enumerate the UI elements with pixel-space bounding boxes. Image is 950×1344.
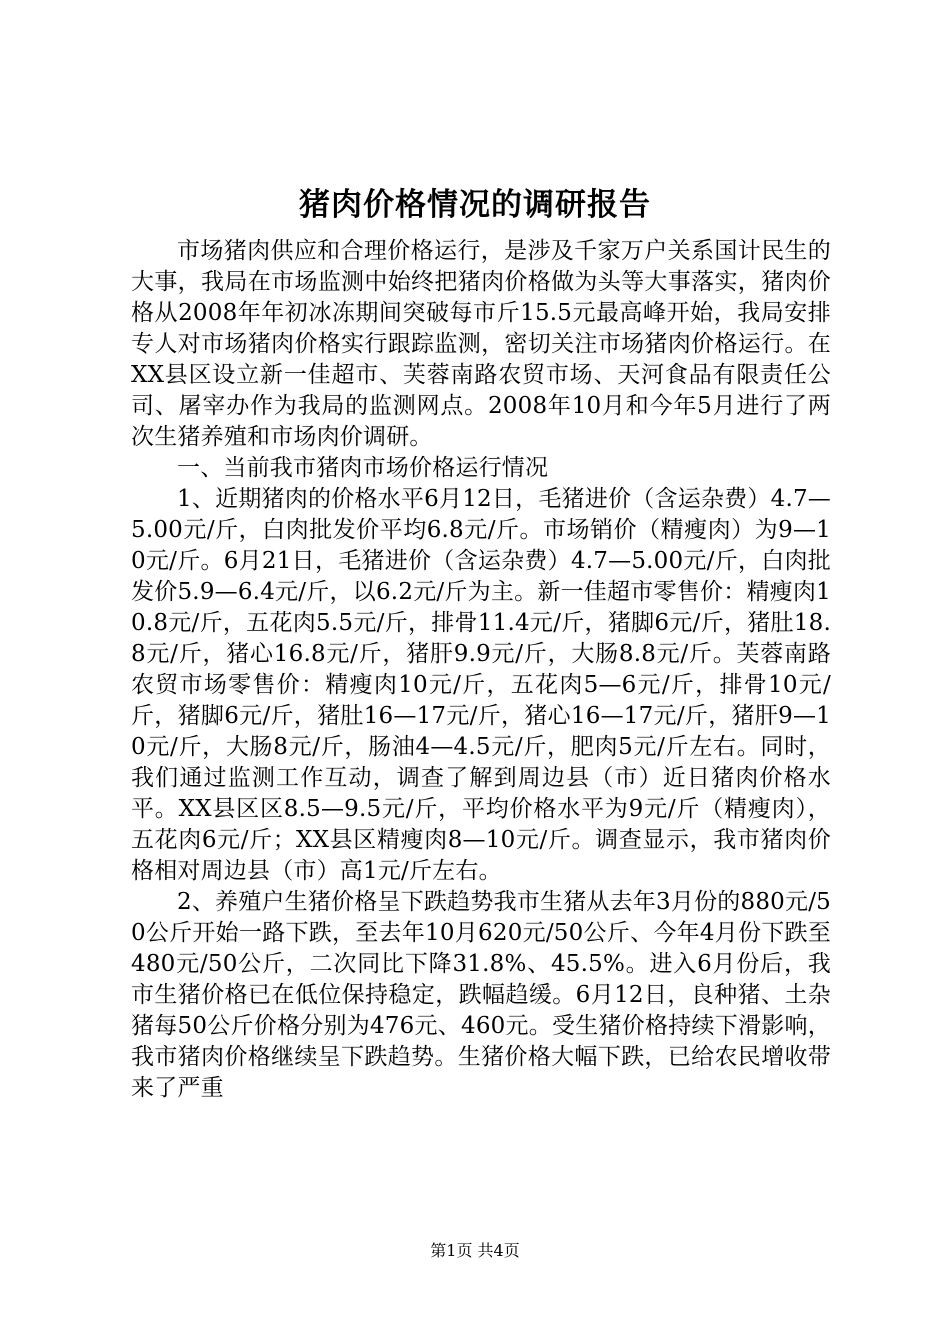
paragraph-hog-price: 2、养殖户生猪价格呈下跌趋势我市生猪从去年3月份的880元/50公斤开始一路下跌，至去年10月620元/50公斤、今年4月份下跌至480元/50公斤，二次同比下降31.8%、45.5%。进入6月份后，我市生猪价格已在低位保持稳定，跌幅趋缓。6月12日，良种猪、土杂猪每50公斤价格分别为476元、460元。受生猪价格持续下滑影响，我市猪肉价格继续呈下跌趋势。生猪价格大幅下跌，已给农民增收带来了严重 — [131, 889, 831, 1101]
page-footer: 第1页 共4页 — [430, 1241, 520, 1260]
section-heading-1: 一、当前我市猪肉市场价格运行情况 — [177, 455, 549, 481]
page-title: 猪肉价格情况的调研报告 — [299, 187, 651, 223]
document-body — [131, 236, 831, 1104]
paragraph-price-level: 1、近期猪肉的价格水平6月12日，毛猪进价（含运杂费）4.7—5.00元/斤，白肉批发价平均6.8元/斤。市场销价（精瘦肉）为9—10元/斤。6月21日，毛猪进价（含运杂费）4.7—5.00元/斤，白肉批发价5.9—6.4元/斤，以6.2元/斤为主。新一佳超市零售价：精瘦肉10.8元/斤，五花肉5.5元/斤，排骨11.4元/斤，猪脚6元/斤，猪肚18.8元/斤，猪心16.8元/斤，猪肝9.9元/斤，大肠8.8元/斤。芙蓉南路农贸市场零售价：精瘦肉10元/斤，五花肉5—6元/斤，排骨10元/斤，猪脚6元/斤，猪肚16—17元/斤，猪心16—17元/斤，猪肝9—10元/斤，大肠8元/斤，肠油4—4.5元/斤，肥肉5元/斤左右。同时，我们通过监测工作互动，调查了解到周边县（市）近日猪肉价格水平。XX县区区8.5—9.5元/斤，平均价格水平为9元/斤（精瘦肉），五花肉6元/斤；XX县区精瘦肉8—10元/斤。调查显示，我市猪肉价格相对周边县（市）高1元/斤左右。 — [131, 486, 831, 884]
paragraph-intro: 市场猪肉供应和合理价格运行，是涉及千家万户关系国计民生的大事，我局在市场监测中始终把猪肉价格做为头等大事落实，猪肉价格从2008年年初冰冻期间突破每市斤15.5元最高峰开始，我局安排专人对市场猪肉价格实行跟踪监测，密切关注市场猪肉价格运行。在XX县区设立新一佳超市、芙蓉南路农贸市场、天河食品有限责任公司、屠宰办作为我局的监测网点。2008年10月和今年5月进行了两次生猪养殖和市场肉价调研。 — [131, 238, 831, 450]
